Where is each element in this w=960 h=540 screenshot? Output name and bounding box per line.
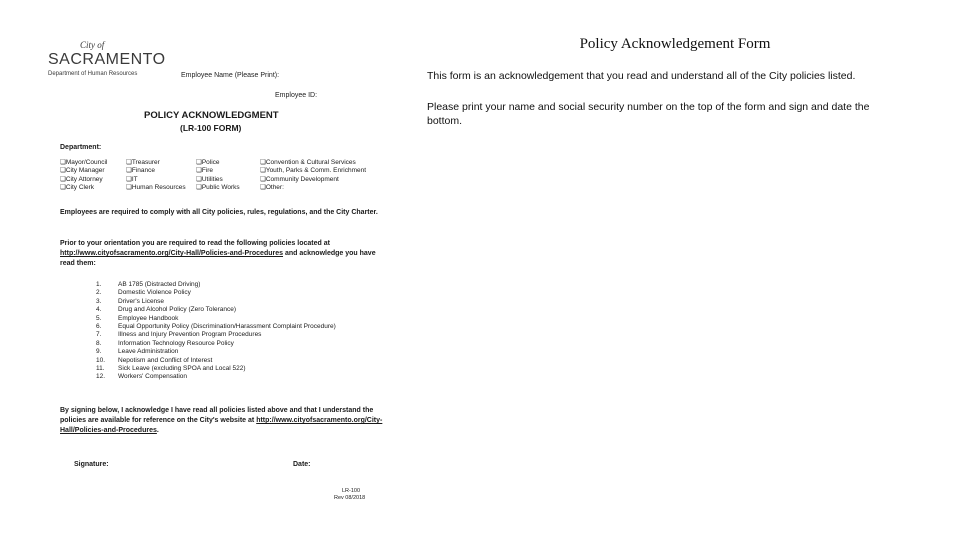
policy-list-item <box>96 306 336 314</box>
policy-number: 9. <box>96 348 102 356</box>
department-label: Department: <box>60 144 102 151</box>
policy-text: Illness and Injury Prevention Program Procedures <box>118 331 262 339</box>
policy-list-item <box>96 289 336 297</box>
department-checkbox-item[interactable]: ❏Fire <box>196 167 214 175</box>
signing-paragraph <box>60 406 390 436</box>
department-checkbox-item[interactable]: ❏IT <box>126 175 138 183</box>
policy-text: Domestic Violence Policy <box>118 289 191 297</box>
department-checkbox-item[interactable]: ❏Human Resources <box>126 184 186 192</box>
department-checkbox-item[interactable]: ❏City Manager <box>60 167 105 175</box>
employee-name-label: Employee Name (Please Print): <box>181 72 280 79</box>
orientation-text: Prior to your orientation you are required to read the following policies located at <box>60 240 330 247</box>
department-checkbox-item[interactable]: ❏Community Development <box>260 175 339 183</box>
policy-number: 5. <box>96 314 102 322</box>
department-checkbox-grid <box>60 159 390 193</box>
form-subtitle: (LR-100 FORM) <box>180 123 242 133</box>
policy-number: 11. <box>96 365 105 373</box>
policy-text: Driver's License <box>118 297 165 305</box>
policy-list-item <box>96 357 336 365</box>
signing-text-end: . <box>156 427 159 434</box>
policy-number: 7. <box>96 331 102 339</box>
policy-text: Employee Handbook <box>118 314 179 322</box>
policy-number: 6. <box>96 323 102 331</box>
department-checkbox-item[interactable]: ❏Treasurer <box>126 159 160 166</box>
signing-policies-link[interactable]: http://www.cityofsacramento.org/City-Hall/Policies-and-Procedures <box>60 417 383 434</box>
policy-number: 3. <box>96 297 102 305</box>
logo-name-text: SACRAMENTO <box>48 51 166 68</box>
policy-number: 8. <box>96 339 102 347</box>
policy-text: Information Technology Resource Policy <box>118 339 234 347</box>
policy-form-image <box>44 38 394 508</box>
department-checkbox-item[interactable]: ❏Public Works <box>196 184 240 192</box>
department-checkbox-item[interactable]: ❏Youth, Parks & Comm. Enrichment <box>260 167 367 175</box>
policy-text: Leave Administration <box>118 348 179 356</box>
department-checkbox-item[interactable]: ❏Other: <box>260 184 284 192</box>
policy-text: Drug and Alcohol Policy (Zero Tolerance) <box>118 306 237 314</box>
slide-title: Policy Acknowledgement Form <box>579 36 771 52</box>
department-checkbox-item[interactable]: ❏Mayor/Council <box>60 159 108 166</box>
logo-department-text: Department of Human Resources <box>48 71 138 77</box>
department-checkbox-item[interactable]: ❏City Clerk <box>60 184 94 192</box>
policy-list-item <box>96 323 336 331</box>
policies-link[interactable]: http://www.cityofsacramento.org/City-Hall/Policies-and-Procedures <box>60 250 284 257</box>
department-checkbox-item[interactable]: ❏City Attorney <box>60 175 103 183</box>
orientation-text-end: and acknowledge you have read them: <box>60 250 376 267</box>
policy-text: Equal Opportunity Policy (Discrimination/Harassment Complaint Procedure) <box>118 323 336 331</box>
policy-text: Workers' Compensation <box>118 373 188 381</box>
date-label: Date: <box>293 461 311 468</box>
policy-list-item <box>96 281 336 289</box>
signature-label: Signature: <box>74 461 109 468</box>
policy-list-item <box>96 298 336 306</box>
policy-list-item <box>96 373 336 381</box>
policy-number: 4. <box>96 306 102 314</box>
department-checkbox-item[interactable]: ❏Finance <box>126 167 155 175</box>
policy-list-item <box>96 340 336 348</box>
policy-text: Sick Leave (excluding SPOA and Local 522) <box>118 365 246 373</box>
policy-number: 10. <box>96 356 106 364</box>
policy-list <box>96 281 336 382</box>
orientation-paragraph <box>60 239 390 269</box>
form-code: LR-100 <box>342 488 361 494</box>
policy-list-item <box>96 315 336 323</box>
slide-paragraph-1: This form is an acknowledgement that you read and understand all of the City policies listed. <box>427 70 856 82</box>
policy-text: AB 1785 (Distracted Driving) <box>118 281 201 288</box>
form-revision: Rev 08/2018 <box>334 495 366 501</box>
department-checkbox-item[interactable]: ❏Convention & Cultural Services <box>260 159 356 166</box>
logo-city-text: City of <box>80 40 105 50</box>
policy-list-item <box>96 365 336 373</box>
policy-list-item <box>96 331 336 339</box>
comply-paragraph: Employees are required to comply with all City policies, rules, regulations, and the City Charter. <box>60 209 378 216</box>
policy-number: 2. <box>96 289 102 297</box>
policy-number: 1. <box>96 281 102 288</box>
policy-text: Nepotism and Conflict of Interest <box>118 356 213 364</box>
signing-text: By signing below, I acknowledge I have read all policies listed above and that I understand the policies are available for reference on the City's website at <box>60 407 374 424</box>
employee-id-label: Employee ID: <box>275 92 318 99</box>
department-checkbox-item[interactable]: ❏Utilities <box>196 175 223 183</box>
department-checkbox-item[interactable]: ❏Police <box>196 159 220 166</box>
policy-list-item <box>96 348 336 356</box>
form-title: POLICY ACKNOWLEDGMENT <box>144 110 279 121</box>
slide-paragraph-2: Please print your name and social security number on the top of the form and sign and date the bottom. <box>427 101 870 127</box>
policy-number: 12. <box>96 373 106 381</box>
